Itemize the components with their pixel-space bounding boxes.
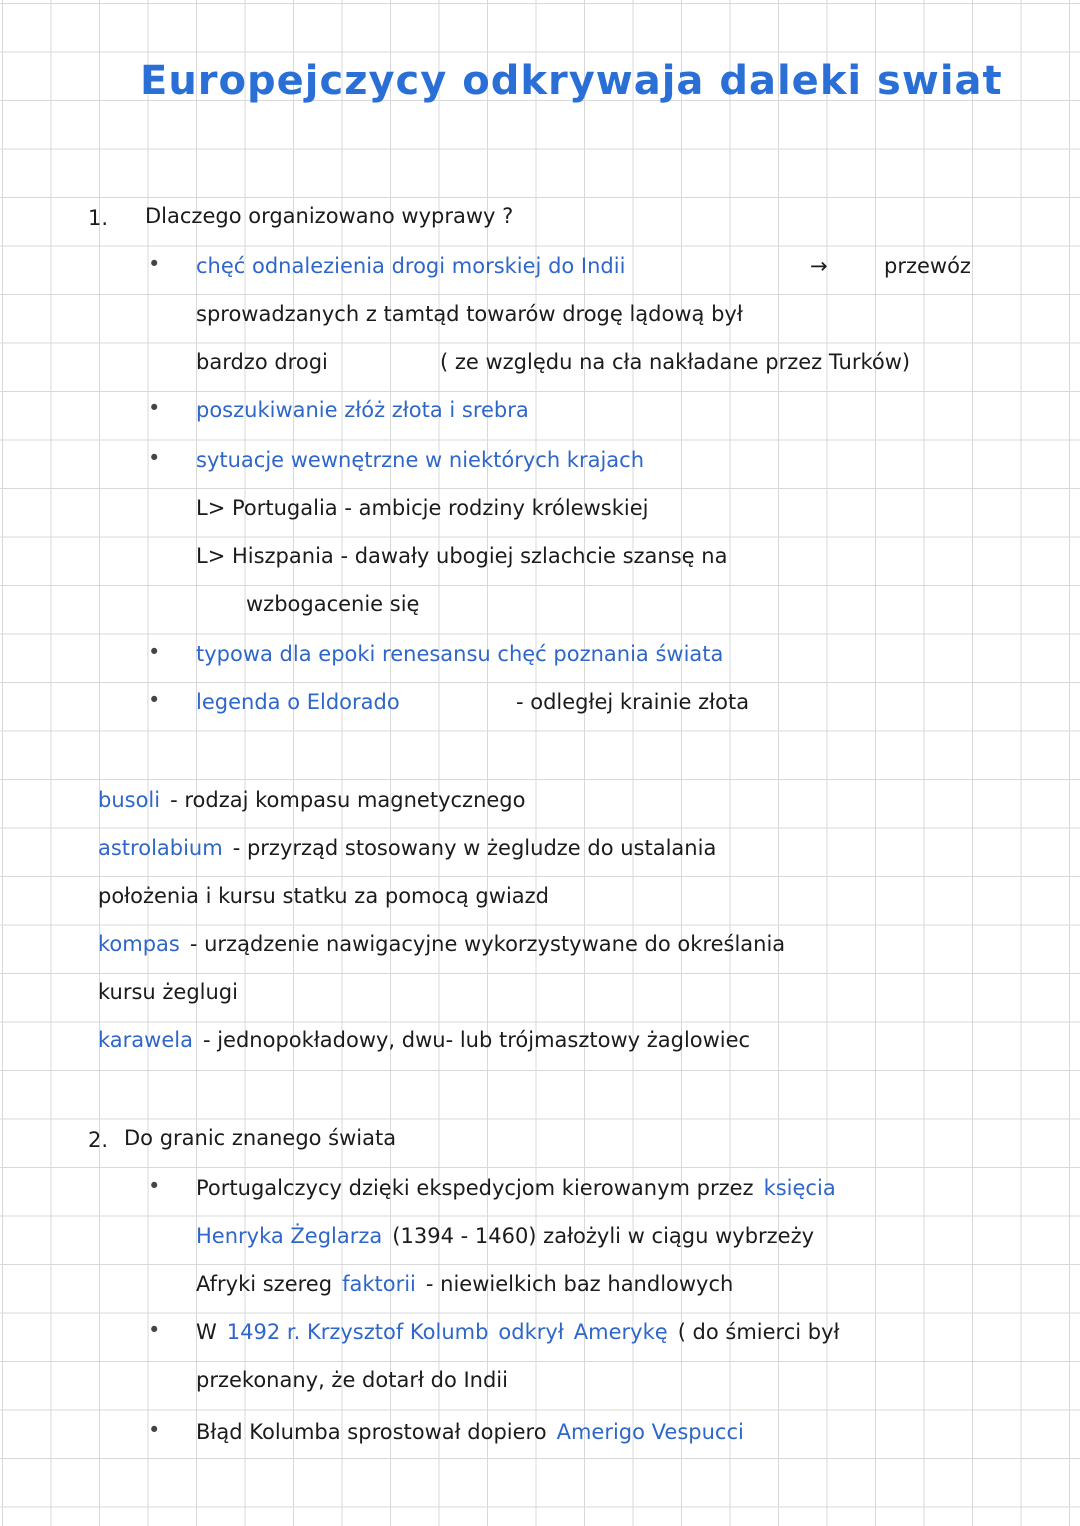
section-2-line-2 — [196, 1226, 824, 1247]
bullet-dot: • — [148, 252, 161, 276]
glossary-definition: - urządzenie nawigacyjne wykorzystywane do określania — [189, 932, 786, 956]
highlight: faktorii — [342, 1272, 416, 1296]
text: Błąd Kolumba sprostował dopiero — [196, 1420, 547, 1444]
bullet-text-1d: bardzo drogi — [196, 350, 328, 374]
sub-item-portugal: L> Portugalia - ambicje rodziny królewskiej — [196, 496, 649, 520]
glossary-definition: kursu żeglugi — [98, 980, 238, 1004]
glossary-entry-astrolabium-cont — [98, 886, 559, 907]
bullet-text-5b: - odległej krainie złota — [516, 690, 750, 714]
section-2-line-1 — [196, 1178, 846, 1199]
section-2-line-6 — [196, 1422, 754, 1443]
section-1-number: 1. — [88, 206, 109, 230]
text: (1394 - 1460) założyli w ciągu wybrzeży — [392, 1224, 815, 1248]
section-2-heading: Do granic znanego świata — [124, 1126, 397, 1150]
glossary-entry-karawela — [98, 1030, 760, 1051]
glossary-entry-kompas — [98, 934, 795, 955]
glossary-definition: - rodzaj kompasu magnetycznego — [170, 788, 526, 812]
glossary-entry-kompas-cont — [98, 982, 248, 1003]
text: Afryki szereg — [196, 1272, 333, 1296]
glossary-term: karawela — [98, 1028, 193, 1052]
section-2-line-4 — [196, 1322, 850, 1343]
glossary-definition: położenia i kursu statku za pomocą gwiazd — [98, 884, 549, 908]
text: Portugalczycy dzięki ekspedycjom kierowanym przez — [196, 1176, 754, 1200]
glossary-term: kompas — [98, 932, 180, 956]
glossary-definition: - przyrząd stosowany w żegludze do ustalania — [232, 836, 717, 860]
bullet-text-1: chęć odnalezienia drogi morskiej do Indii — [196, 254, 626, 278]
highlight: Amerigo Vespucci — [556, 1420, 744, 1444]
bullet-dot: • — [148, 1174, 161, 1198]
bullet-dot: • — [148, 688, 161, 712]
bullet-text-1e: ( ze względu na cła nakładane przez Turków) — [440, 350, 911, 374]
highlight: odkrył — [498, 1320, 564, 1344]
bullet-text-4: typowa dla epoki renesansu chęć poznania świata — [196, 642, 724, 666]
section-2-number: 2. — [88, 1128, 109, 1152]
glossary-entry-astrolabium — [98, 838, 726, 859]
bullet-dot: • — [148, 396, 161, 420]
bullet-text-3: sytuacje wewnętrzne w niektórych krajach — [196, 448, 645, 472]
section-1-heading: Dlaczego organizowano wyprawy ? — [145, 204, 514, 228]
glossary-term: busoli — [98, 788, 161, 812]
bullet-dot: • — [148, 1318, 161, 1342]
bullet-text-1b: przewóz — [884, 254, 971, 278]
highlight: Amerykę — [573, 1320, 668, 1344]
glossary-entry-busoli — [98, 790, 535, 811]
text: ( do śmierci był — [677, 1320, 840, 1344]
glossary-definition: - jednopokładowy, dwu- lub trójmasztowy żaglowiec — [202, 1028, 751, 1052]
bullet-text-5: legenda o Eldorado — [196, 690, 400, 714]
section-2-line-5 — [196, 1370, 518, 1391]
highlight: Henryka Żeglarza — [196, 1224, 383, 1248]
glossary-term: astrolabium — [98, 836, 223, 860]
text: przekonany, że dotarł do Indii — [196, 1368, 508, 1392]
page-title: Europejczycy odkrywaja daleki swiat — [140, 58, 1003, 104]
highlight: 1492 r. Krzysztof Kolumb — [226, 1320, 489, 1344]
bullet-dot: • — [148, 1418, 161, 1442]
sub-item-spain-cont: wzbogacenie się — [246, 592, 420, 616]
text: - niewielkich baz handlowych — [425, 1272, 734, 1296]
text: W — [196, 1320, 217, 1344]
bullet-dot: • — [148, 640, 161, 664]
bullet-dot: • — [148, 446, 161, 470]
section-2-line-3 — [196, 1274, 743, 1295]
bullet-text-2: poszukiwanie złóż złota i srebra — [196, 398, 529, 422]
arrow-icon: → — [810, 254, 828, 278]
sub-item-spain: L> Hiszpania - dawały ubogiej szlachcie szansę na — [196, 544, 728, 568]
bullet-text-1c: sprowadzanych z tamtąd towarów drogę lądową był — [196, 302, 743, 326]
highlight: księcia — [763, 1176, 836, 1200]
